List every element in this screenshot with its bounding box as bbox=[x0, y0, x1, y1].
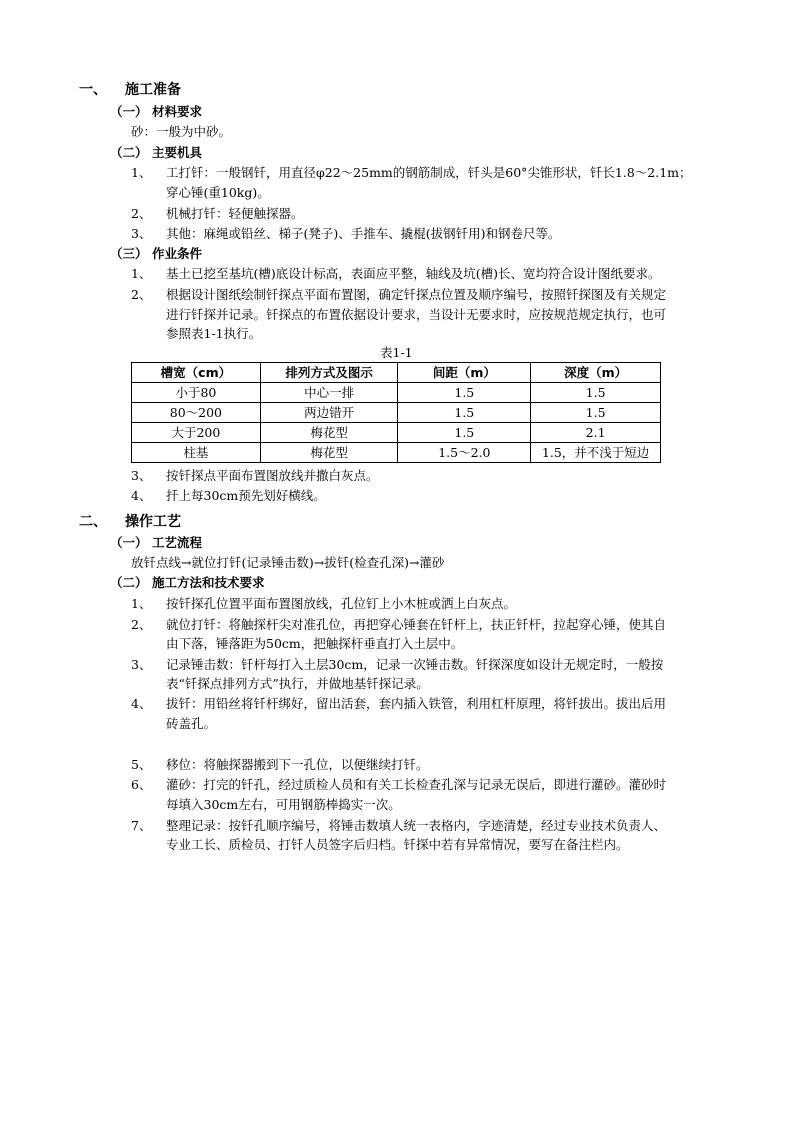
table-cell: 1.5 bbox=[531, 403, 661, 423]
list-item-text: 工打钎：一般钢钎，用直径φ22～25mm的钢筋制成，钎头是60°尖锥形状，钎长1.8～2.1m； bbox=[166, 165, 692, 180]
list-item-number: 3、 bbox=[131, 226, 152, 241]
list-item-text: 灌砂：打完的钎孔，经过质检人员和有关工长检查孔深与记录无误后，即进行灌砂。灌砂时 bbox=[166, 777, 667, 792]
list-item-text: 按钎探点平面布置图放线并撒白灰点。 bbox=[166, 468, 379, 483]
list-item-number: 6、 bbox=[131, 777, 152, 792]
subsection-1c-number: （三） bbox=[110, 246, 148, 261]
subsection-1b-title: 主要机具 bbox=[152, 145, 203, 160]
subsection-2a-title: 工艺流程 bbox=[152, 535, 203, 550]
table-header-row bbox=[132, 363, 661, 383]
list-item-number: 2、 bbox=[131, 206, 152, 221]
list-item-text: 进行钎探并记录。钎探点的布置依据设计要求，当设计无要求时，应按规范规定执行，也可 bbox=[166, 307, 667, 322]
list-item-text: 整理记录：按钎孔顺序编号，将锤击数填人统一表格内，字迹清楚，经过专业技术负责人、 bbox=[166, 818, 667, 833]
table-cell: 1.5 bbox=[398, 423, 531, 443]
table-header-cell: 槽宽（cm） bbox=[132, 363, 261, 383]
list-item-number: 1、 bbox=[131, 266, 152, 281]
spacing-table bbox=[131, 362, 661, 463]
table-cell: 梅花型 bbox=[260, 423, 398, 443]
list-item-number: 5、 bbox=[131, 757, 152, 772]
list-item-number: 4、 bbox=[131, 696, 152, 711]
table-cell: 1.5 bbox=[531, 383, 661, 403]
list-item-text: 记录锤击数：钎杆每打入土层30cm，记录一次锤击数。钎探深度如设计无规定时，一般按 bbox=[166, 657, 664, 672]
section-1-title: 施工准备 bbox=[125, 82, 181, 98]
table-cell: 小于80 bbox=[132, 383, 261, 403]
list-item-number: 3、 bbox=[131, 657, 152, 672]
subsection-1b-number: （二） bbox=[110, 145, 148, 160]
list-item-text: 就位打钎：将触探杆尖对准孔位，再把穿心锤套在钎杆上，扶正钎杆，拉起穿心锤，使其自 bbox=[166, 617, 667, 632]
section-2-number: 二、 bbox=[79, 514, 107, 530]
section-2-title: 操作工艺 bbox=[125, 514, 181, 530]
table-row bbox=[132, 423, 661, 443]
list-item-text: 参照表1-1执行。 bbox=[166, 326, 262, 341]
list-item-text: 拔钎：用铅丝将钎杆绑好，留出活套，套内插入铁管，利用杠杆原理，将钎拔出。拔出后用 bbox=[166, 696, 667, 711]
subsection-2b-number: （二） bbox=[110, 575, 148, 590]
list-item-number: 2、 bbox=[131, 287, 152, 302]
table-row bbox=[132, 383, 661, 403]
list-item-text: 专业工长、质检员、打钎人员签字后归档。钎探中若有异常情况，要写在备注栏内。 bbox=[166, 837, 629, 852]
table-cell: 2.1 bbox=[531, 423, 661, 443]
subsection-1a-body: 砂：一般为中砂。 bbox=[131, 124, 232, 139]
section-1-number: 一、 bbox=[79, 82, 107, 98]
table-cell: 80～200 bbox=[132, 403, 261, 423]
list-item-number: 3、 bbox=[131, 468, 152, 483]
table-caption: 表1-1 bbox=[380, 345, 413, 360]
table-row bbox=[132, 403, 661, 423]
table-row bbox=[132, 443, 661, 463]
list-item-number: 1、 bbox=[131, 165, 152, 180]
table-cell: 中心一排 bbox=[260, 383, 398, 403]
table-cell: 两边错开 bbox=[260, 403, 398, 423]
list-item-text: 每填入30cm左右，可用钢筋棒捣实一次。 bbox=[166, 797, 401, 812]
list-item-text: 移位：将触探器搬到下一孔位，以便继续打钎。 bbox=[166, 757, 429, 772]
list-item-text: 由下落，锤落距为50cm，把触探杆垂直打入土层中。 bbox=[166, 636, 464, 651]
table-header-cell: 深度（m） bbox=[531, 363, 661, 383]
list-item-text: 基土已挖至基坑(槽)底设计标高，表面应平整，轴线及坑(槽)长、宽均符合设计图纸要求。 bbox=[166, 266, 661, 281]
list-item-text: 其他：麻绳或铅丝、梯子(凳子)、手推车、撬棍(拔钢钎用)和钢卷尺等。 bbox=[166, 226, 561, 241]
list-item-text: 穿心锤(重10kg)。 bbox=[166, 185, 270, 200]
table-cell: 1.5，并不浅于短边 bbox=[531, 443, 661, 463]
list-item-text: 砖盖孔。 bbox=[166, 716, 217, 731]
table-cell: 1.5～2.0 bbox=[398, 443, 531, 463]
list-item-text: 按钎探孔位置平面布置图放线，孔位钉上小木桩或洒上白灰点。 bbox=[166, 596, 517, 611]
table-cell: 1.5 bbox=[398, 403, 531, 423]
list-item-number: 1、 bbox=[131, 596, 152, 611]
list-item-text: 表“钎探点排列方式”执行，并做地基钎探记录。 bbox=[166, 676, 429, 691]
list-item-text: 根据设计图纸绘制钎探点平面布置图，确定钎探点位置及顺序编号，按照钎探图及有关规定 bbox=[166, 287, 667, 302]
process-flow: 放钎点线→就位打钎(记录锤击数)→拔钎(检查孔深)→灌砂 bbox=[131, 555, 445, 570]
list-item-text: 机械打钎：轻便触探器。 bbox=[166, 206, 304, 221]
subsection-1c-title: 作业条件 bbox=[152, 246, 203, 261]
table-cell: 梅花型 bbox=[260, 443, 398, 463]
table-cell: 大于200 bbox=[132, 423, 261, 443]
list-item-number: 2、 bbox=[131, 617, 152, 632]
subsection-2a-number: （一） bbox=[110, 535, 148, 550]
list-item-text: 扦上每30cm预先划好横线。 bbox=[166, 488, 326, 503]
table-header-cell: 间距（m） bbox=[398, 363, 531, 383]
table-cell: 1.5 bbox=[398, 383, 531, 403]
table-cell: 柱基 bbox=[132, 443, 261, 463]
subsection-1a-number: （一） bbox=[110, 104, 148, 119]
list-item-number: 4、 bbox=[131, 488, 152, 503]
subsection-2b-title: 施工方法和技术要求 bbox=[152, 575, 265, 590]
list-item-number: 7、 bbox=[131, 818, 152, 833]
subsection-1a-title: 材料要求 bbox=[152, 104, 203, 119]
table-header-cell: 排列方式及图示 bbox=[260, 363, 398, 383]
